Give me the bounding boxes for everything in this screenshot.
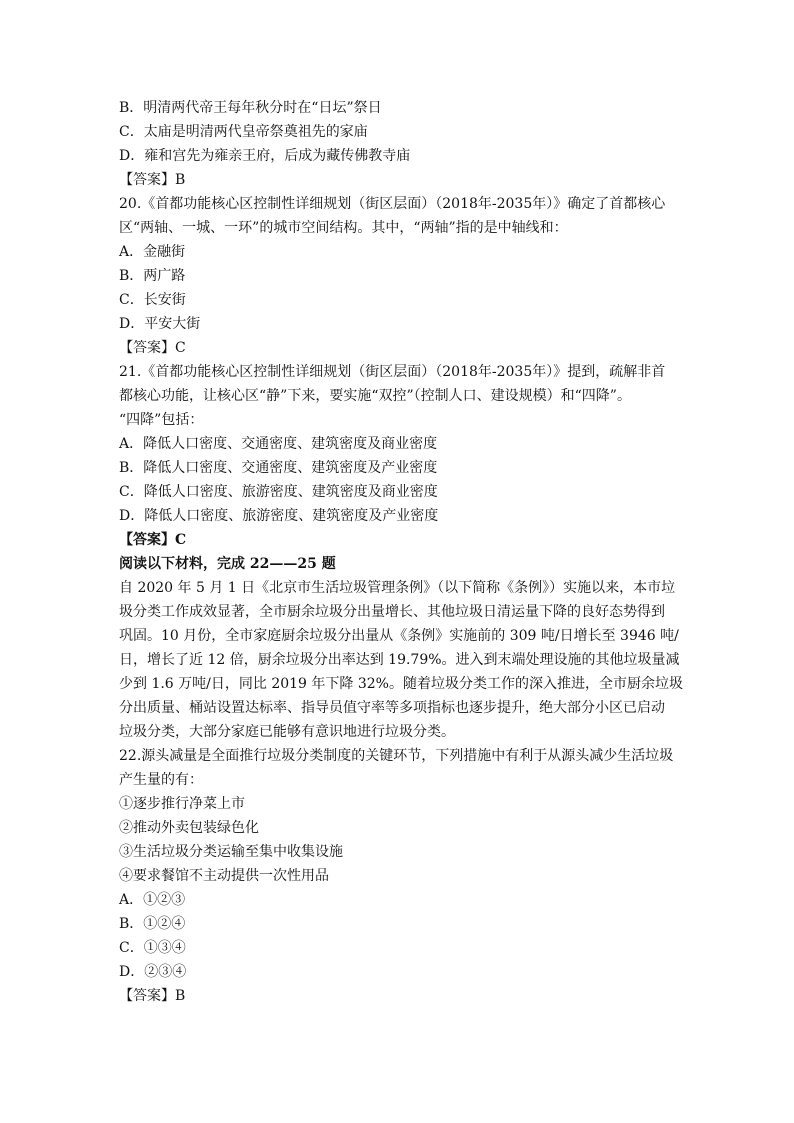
- material-line-3: 巩固。10 月份，全市家庭厨余垃圾分出量从《条例》实施前的 309 吨/日增长至 3946 吨/: [119, 628, 679, 644]
- q19-answer: 【答案】B: [119, 172, 186, 188]
- q22-item-2: ②推动外卖包装绿色化: [119, 820, 259, 836]
- document-page: [119, 96, 699, 1008]
- material-line-7: 垃圾分类，大部分家庭已能够有意识地进行垃圾分类。: [119, 724, 455, 740]
- q20-option-b: B．两广路: [119, 268, 186, 284]
- q20-stem-line-1: 20.《首都功能核心区控制性详细规划（街区层面）（2018年-2035年）》确定了首都核心: [119, 196, 666, 212]
- q22-answer: 【答案】B: [119, 988, 186, 1004]
- q20-option-c: C．长安街: [119, 292, 186, 308]
- q20-option-a: A．金融街: [119, 244, 186, 260]
- material-line-1: 自 2020 年 5 月 1 日《北京市生活垃圾管理条例》（以下简称《条例》）实施以来，本市垃: [119, 580, 676, 596]
- q21-option-c: C．降低人口密度、旅游密度、建筑密度及商业密度: [119, 484, 438, 500]
- material-heading: 阅读以下材料，完成 22——25 题: [119, 556, 336, 572]
- q21-option-d: D．降低人口密度、旅游密度、建筑密度及产业密度: [119, 508, 439, 524]
- q21-answer: 【答案】C: [119, 532, 187, 548]
- q22-item-4: ④要求餐馆不主动提供一次性用品: [119, 868, 329, 884]
- q22-option-b: B．①②④: [119, 916, 186, 932]
- question-20: [119, 192, 699, 360]
- q21-option-a: A．降低人口密度、交通密度、建筑密度及商业密度: [119, 436, 438, 452]
- material-line-2: 圾分类工作成效显著，全市厨余垃圾分出量增长、其他垃圾日清运量下降的良好态势得到: [119, 604, 665, 620]
- q19-option-b: B．明清两代帝王每年秋分时在“日坛”祭日: [119, 100, 382, 116]
- q21-option-b: B．降低人口密度、交通密度、建筑密度及产业密度: [119, 460, 438, 476]
- q22-item-3: ③生活垃圾分类运输至集中收集设施: [119, 844, 343, 860]
- material-line-5: 少到 1.6 万吨/日，同比 2019 年下降 32%。随着垃圾分类工作的深入推进，全市厨余垃圾: [119, 676, 683, 692]
- q20-stem-line-2: 区“两轴、一城、一环”的城市空间结构。其中，“两轴”指的是中轴线和：: [119, 220, 568, 236]
- q22-stem-line-2: 产生量的有：: [119, 772, 203, 788]
- question-22: [119, 744, 699, 1008]
- question-19-tail: [119, 96, 699, 192]
- material-line-4: 日，增长了近 12 倍，厨余垃圾分出率达到 19.79%。进入到末端处理设施的其他垃圾量减: [119, 652, 680, 668]
- question-21: [119, 360, 699, 552]
- q20-option-d: D．平安大街: [119, 316, 201, 332]
- q22-stem-line-1: 22.源头减量是全面推行垃圾分类制度的关键环节，下列措施中有利于从源头减少生活垃圾: [119, 748, 674, 764]
- q20-answer: 【答案】C: [119, 340, 186, 356]
- q21-stem-line-1: 21.《首都功能核心区控制性详细规划（街区层面）（2018年-2035年）》提到，疏解非首: [119, 364, 666, 380]
- material-line-6: 分出质量、桶站设置达标率、指导员值守率等多项指标也逐步提升，绝大部分小区已启动: [119, 700, 665, 716]
- q22-option-d: D．②③④: [119, 964, 187, 980]
- q19-option-d: D．雍和宫先为雍亲王府，后成为藏传佛教寺庙: [119, 148, 411, 164]
- q22-option-c: C．①③④: [119, 940, 186, 956]
- q21-stem-line-2: 都核心功能，让核心区“静”下来，要实施“双控”（控制人口、建设规模）和“四降”。: [119, 388, 631, 404]
- q22-item-1: ①逐步推行净菜上市: [119, 796, 245, 812]
- q22-option-a: A．①②③: [119, 892, 186, 908]
- q21-stem-line-3: “四降”包括：: [119, 412, 204, 428]
- reading-material: [119, 552, 699, 744]
- q19-option-c: C．太庙是明清两代皇帝祭奠祖先的家庙: [119, 124, 368, 140]
